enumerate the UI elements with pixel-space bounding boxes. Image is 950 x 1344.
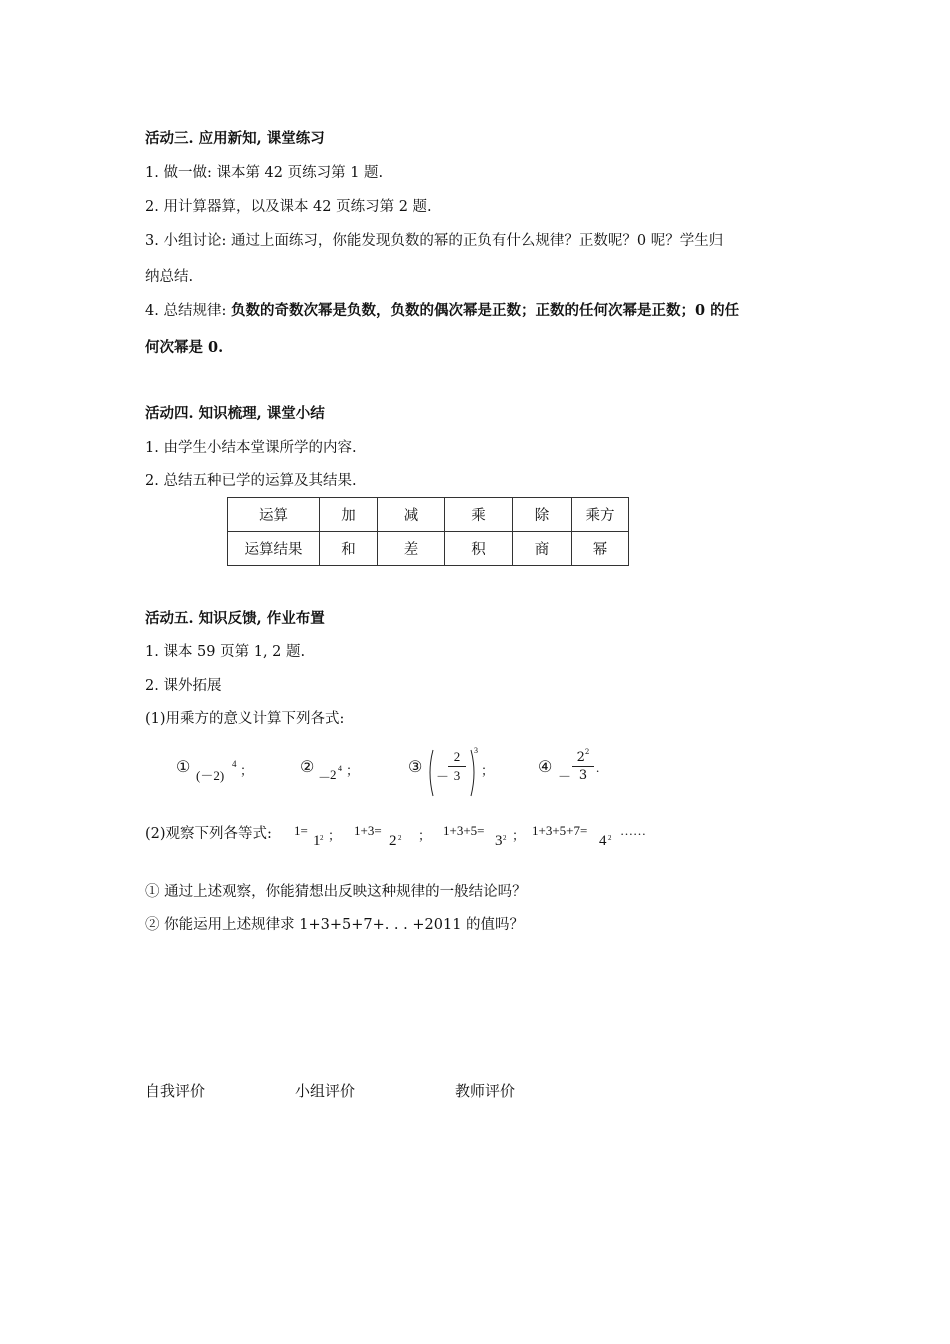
expr1-base: (－2)	[196, 768, 225, 783]
table-cell: 幂	[572, 532, 629, 566]
expr4-fraction	[572, 749, 594, 783]
eq4-base: 4	[599, 833, 607, 849]
eq-separator: ；	[512, 828, 526, 843]
expr3-fraction	[448, 749, 466, 784]
eq1-exponent: 2	[320, 834, 324, 842]
activity4-item2: 2. 总结五种已学的运算及其结果.	[145, 473, 357, 489]
table-cell: 和	[320, 532, 378, 566]
expr4-period: .	[596, 760, 600, 775]
expr3-numerator: 2	[453, 749, 461, 764]
table-cell: 除	[513, 498, 572, 532]
eq1-base: 1	[313, 833, 321, 849]
eq2-exponent: 2	[398, 834, 402, 842]
expr3-sign: －	[436, 769, 450, 784]
expr2-sign: －	[318, 770, 332, 785]
teacher-evaluation-label: 教师评价	[455, 1082, 516, 1100]
table-cell: 商	[513, 532, 572, 566]
eq3-exponent: 2	[503, 834, 507, 842]
expr4-numerator-exponent: 2	[584, 748, 590, 756]
expr1-semicolon: ；	[240, 763, 254, 778]
activity5-sub1: (1)用乘方的意义计算下列各式:	[145, 711, 345, 727]
activity5-item1: 1. 课本 59 页第 1, 2 题.	[145, 644, 306, 660]
activity5-item2: 2. 课外拓展	[145, 678, 222, 694]
eq1-lhs: 1=	[294, 823, 308, 838]
expr2-exponent: 4	[338, 764, 342, 773]
eq-ellipsis: ……	[620, 823, 646, 838]
expr1-exponent: 4	[232, 759, 237, 769]
expr4-label: ④	[538, 759, 553, 776]
question-2: ② 你能运用上述规律求 1+3+5+7+. . . +2011 的值吗？	[145, 917, 525, 933]
activity3-item3-line1: 3. 小组讨论: 通过上面练习，你能发现负数的幂的正负有什么规律？正数呢？0 呢？学生归	[145, 233, 724, 249]
operations-table	[227, 497, 629, 566]
table-row	[228, 532, 629, 566]
activity3-item4-rule: 负数的奇数次幂是负数，负数的偶次幂是正数；正数的任何次幂是正数；0 的任	[230, 302, 740, 319]
activity3-item1: 1. 做一做: 课本第 42 页练习第 1 题.	[145, 165, 384, 181]
activity3-item2: 2. 用计算器算，以及课本 42 页练习第 2 题.	[145, 199, 432, 215]
eq2-base: 2	[389, 833, 397, 849]
table-cell: 减	[378, 498, 445, 532]
observation-label: (2)观察下列各等式:	[145, 826, 272, 842]
expr3-exponent: 3	[474, 746, 478, 755]
activity3-item4-prefix: 4. 总结规律:	[145, 303, 231, 319]
activity4-heading: 活动四. 知识梳理, 课堂小结	[145, 405, 325, 422]
table-cell: 乘	[445, 498, 513, 532]
activity3-item3-line2: 纳总结.	[145, 269, 194, 285]
table-cell: 差	[378, 532, 445, 566]
activity4-item1: 1. 由学生小结本堂课所学的内容.	[145, 440, 357, 456]
eq4-lhs: 1+3+5+7=	[532, 823, 588, 838]
eq-separator: ；	[328, 828, 342, 843]
group-evaluation-label: 小组评价	[295, 1082, 356, 1100]
table-cell: 运算结果	[228, 532, 320, 566]
expr4-numerator: 2	[576, 750, 585, 765]
eq2-lhs: 1+3=	[354, 823, 382, 838]
expr2-semicolon: ；	[346, 763, 360, 778]
table-cell: 积	[445, 532, 513, 566]
expr4-sign: －	[558, 769, 572, 784]
expr3-denominator: 3	[453, 768, 461, 783]
eq-separator: ；	[418, 828, 432, 843]
expr1-label: ①	[176, 759, 191, 776]
expr4-denominator: 3	[578, 768, 588, 783]
activity5-heading: 活动五. 知识反馈, 作业布置	[145, 610, 325, 627]
activity3-item4-line2: 何次幂是 0.	[145, 339, 224, 356]
question-1: ① 通过上述观察，你能猜想出反映这种规律的一般结论吗？	[145, 884, 527, 900]
expr2-label: ②	[300, 759, 315, 776]
expr3-label: ③	[408, 759, 423, 776]
eq3-lhs: 1+3+5=	[443, 823, 485, 838]
table-cell: 乘方	[572, 498, 629, 532]
self-evaluation-label: 自我评价	[145, 1082, 206, 1100]
table-cell: 加	[320, 498, 378, 532]
eq4-exponent: 2	[608, 834, 612, 842]
table-cell: 运算	[228, 498, 320, 532]
activity3-heading: 活动三. 应用新知, 课堂练习	[145, 130, 325, 147]
eq3-base: 3	[495, 833, 503, 849]
expr3-semicolon: ；	[481, 763, 495, 778]
activity3-item4-line1	[145, 299, 739, 320]
expr2-base: 2	[330, 767, 337, 782]
table-row	[228, 498, 629, 532]
